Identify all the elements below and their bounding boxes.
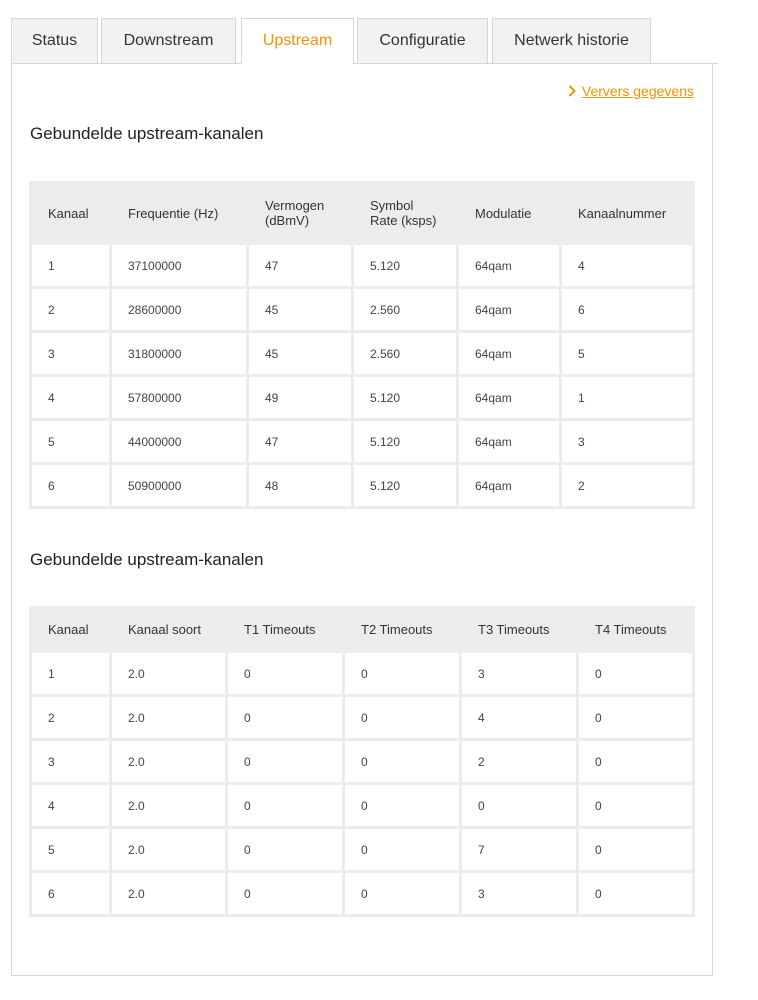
table-cell: 31800000	[112, 333, 246, 374]
table-cell: 28600000	[112, 289, 246, 330]
table-cell: 3	[562, 421, 692, 462]
tab-upstream[interactable]: Upstream	[241, 18, 354, 64]
table-cell: 0	[579, 829, 692, 870]
table-cell: 5.120	[354, 465, 456, 506]
upstream-channels-table	[29, 181, 695, 509]
table-cell: 2.0	[112, 829, 225, 870]
table-row	[32, 697, 692, 738]
table-cell: 2.0	[112, 741, 225, 782]
table-cell: 44000000	[112, 421, 246, 462]
table-cell: 4	[462, 697, 576, 738]
table-cell: 2.0	[112, 785, 225, 826]
column-header: T2 Timeouts	[345, 609, 459, 650]
table-cell: 2	[462, 741, 576, 782]
table-cell: 49	[249, 377, 351, 418]
table-cell: 0	[228, 785, 342, 826]
table-row	[32, 465, 692, 506]
table-cell: 4	[32, 785, 109, 826]
refresh-label[interactable]: Ververs gegevens	[581, 83, 694, 99]
table-cell: 2.0	[112, 873, 225, 914]
table-header-row	[32, 609, 692, 650]
upstream-panel	[11, 63, 713, 976]
table-cell: 5.120	[354, 245, 456, 286]
column-header: Frequentie (Hz)	[112, 184, 246, 242]
table-cell: 47	[249, 245, 351, 286]
table-cell: 64qam	[459, 465, 559, 506]
table-cell: 0	[228, 829, 342, 870]
column-header: Modulatie	[459, 184, 559, 242]
column-header: T1 Timeouts	[228, 609, 342, 650]
column-header: Kanaal	[32, 184, 109, 242]
refresh-link[interactable]	[568, 83, 694, 99]
table-cell: 57800000	[112, 377, 246, 418]
table-cell: 0	[345, 741, 459, 782]
table-cell: 3	[32, 741, 109, 782]
column-header: Vermogen (dBmV)	[249, 184, 351, 242]
tab-status[interactable]: Status	[11, 18, 98, 63]
table-cell: 0	[345, 697, 459, 738]
column-header: T3 Timeouts	[462, 609, 576, 650]
table-cell: 0	[579, 653, 692, 694]
column-header: Kanaal	[32, 609, 109, 650]
table-cell: 2.0	[112, 697, 225, 738]
table-cell: 3	[462, 653, 576, 694]
table-row	[32, 653, 692, 694]
table-cell: 0	[228, 741, 342, 782]
table-cell: 2	[32, 289, 109, 330]
table-row	[32, 421, 692, 462]
table-cell: 64qam	[459, 289, 559, 330]
section-title-upstream-channels: Gebundelde upstream-kanalen	[30, 124, 264, 143]
table-cell: 4	[32, 377, 109, 418]
table-cell: 50900000	[112, 465, 246, 506]
column-header: Kanaalnummer	[562, 184, 692, 242]
column-header: T4 Timeouts	[579, 609, 692, 650]
tab-downstream[interactable]: Downstream	[101, 18, 236, 63]
table-cell: 3	[32, 333, 109, 374]
table-cell: 0	[579, 873, 692, 914]
table-row	[32, 245, 692, 286]
table-cell: 6	[562, 289, 692, 330]
table-cell: 3	[462, 873, 576, 914]
table-cell: 45	[249, 289, 351, 330]
table-cell: 6	[32, 873, 109, 914]
table-cell: 6	[32, 465, 109, 506]
table-cell: 0	[345, 785, 459, 826]
table-row	[32, 377, 692, 418]
table-cell: 47	[249, 421, 351, 462]
table-cell: 64qam	[459, 245, 559, 286]
table-row	[32, 289, 692, 330]
table-row	[32, 829, 692, 870]
table-cell: 5.120	[354, 377, 456, 418]
table-cell: 0	[228, 653, 342, 694]
table-cell: 37100000	[112, 245, 246, 286]
table-cell: 0	[228, 697, 342, 738]
upstream-timeouts-table	[29, 606, 695, 917]
table-cell: 5	[32, 421, 109, 462]
section-title-upstream-timeouts: Gebundelde upstream-kanalen	[30, 550, 264, 569]
table-cell: 48	[249, 465, 351, 506]
column-header: Kanaal soort	[112, 609, 225, 650]
table-cell: 5	[32, 829, 109, 870]
table-cell: 0	[345, 653, 459, 694]
tab-netwerk-historie[interactable]: Netwerk historie	[492, 18, 651, 63]
tab-configuratie[interactable]: Configuratie	[357, 18, 488, 63]
table-cell: 2	[32, 697, 109, 738]
table-cell: 2.560	[354, 333, 456, 374]
table-cell: 64qam	[459, 333, 559, 374]
table-cell: 45	[249, 333, 351, 374]
table-cell: 0	[579, 741, 692, 782]
table-row	[32, 785, 692, 826]
table-cell: 2.0	[112, 653, 225, 694]
table-cell: 1	[562, 377, 692, 418]
table-cell: 0	[579, 785, 692, 826]
table-cell: 2.560	[354, 289, 456, 330]
table-cell: 0	[345, 873, 459, 914]
table-row	[32, 741, 692, 782]
table-cell: 64qam	[459, 377, 559, 418]
table-cell: 0	[462, 785, 576, 826]
chevron-right-icon	[568, 85, 576, 97]
table-cell: 4	[562, 245, 692, 286]
table-cell: 7	[462, 829, 576, 870]
table-cell: 0	[345, 829, 459, 870]
table-cell: 5	[562, 333, 692, 374]
table-cell: 1	[32, 245, 109, 286]
table-cell: 0	[579, 697, 692, 738]
column-header: Symbol Rate (ksps)	[354, 184, 456, 242]
table-cell: 1	[32, 653, 109, 694]
table-cell: 5.120	[354, 421, 456, 462]
table-cell: 2	[562, 465, 692, 506]
table-header-row	[32, 184, 692, 242]
table-row	[32, 333, 692, 374]
table-cell: 0	[228, 873, 342, 914]
table-cell: 64qam	[459, 421, 559, 462]
table-row	[32, 873, 692, 914]
